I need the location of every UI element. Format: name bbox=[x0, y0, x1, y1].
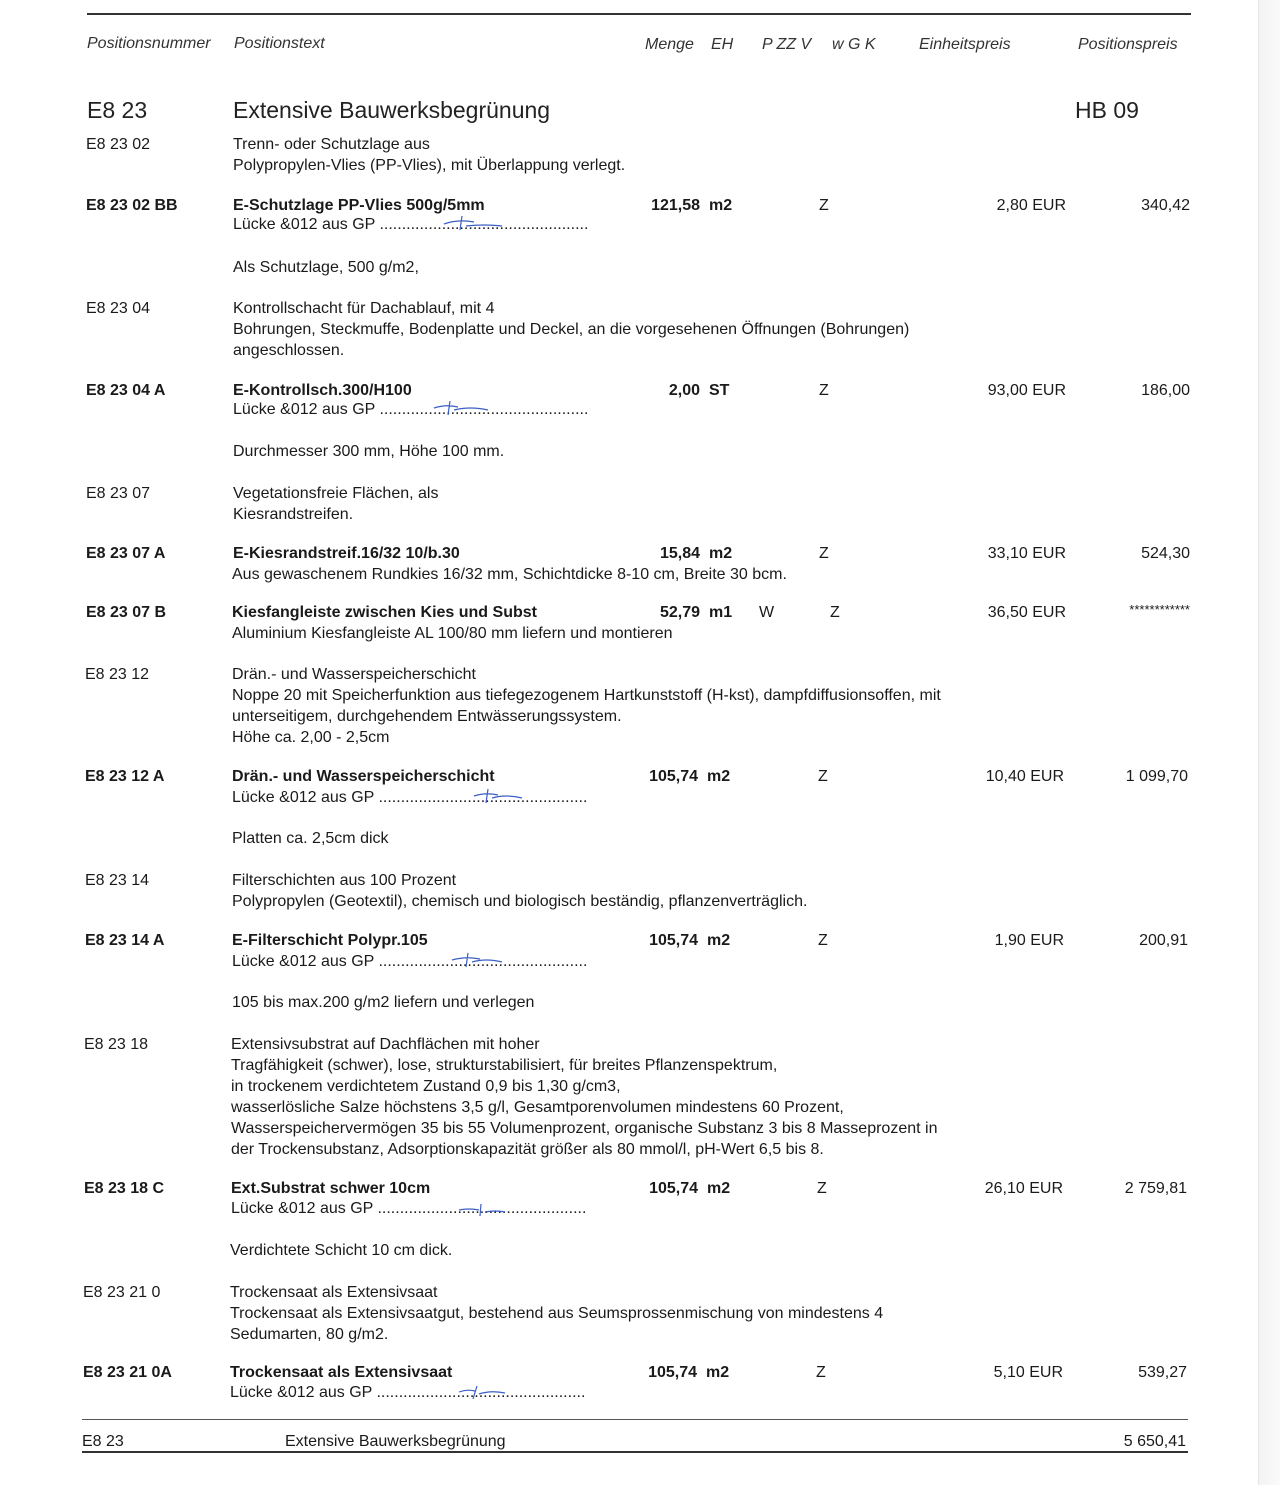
gap-line: Lücke &012 aus GP ............................................... bbox=[233, 401, 589, 418]
position-text-line: Polypropylen (Geotextil), chemisch und biologisch beständig, pflanzenverträglich. bbox=[232, 893, 808, 910]
position-text-line: Drän.- und Wasserspeicherschicht bbox=[232, 666, 476, 683]
unit: m2 bbox=[707, 932, 731, 949]
unit-price: 36,50 EUR bbox=[987, 604, 1066, 621]
pen-mark bbox=[455, 1200, 515, 1220]
col-header-pzzv: P ZZ V bbox=[762, 36, 812, 53]
note: Als Schutzlage, 500 g/m2, bbox=[233, 259, 419, 276]
subposition-number: E8 23 21 0A bbox=[83, 1364, 172, 1381]
col-header-postext: Positionstext bbox=[234, 35, 325, 52]
position-text-line: Höhe ca. 2,00 - 2,5cm bbox=[232, 729, 390, 746]
position-text-line: unterseitigem, durchgehendem Entwässerungssystem. bbox=[232, 708, 622, 725]
pen-mark bbox=[430, 398, 500, 418]
col-header-wgk: w G K bbox=[832, 36, 876, 53]
position-text-line: Extensivsubstrat auf Dachflächen mit hoher bbox=[231, 1036, 540, 1053]
position-text-line: in trockenem verdichtetem Zustand 0,9 bis 1,30 g/cm3, bbox=[231, 1078, 621, 1095]
pen-mark bbox=[448, 950, 508, 970]
position-number: E8 23 14 bbox=[85, 872, 150, 889]
flag-z: Z bbox=[819, 197, 829, 214]
unit-price: 10,40 EUR bbox=[985, 768, 1064, 785]
col-header-einheitspreis: Einheitspreis bbox=[919, 36, 1011, 53]
pen-mark bbox=[470, 786, 530, 806]
position-text-line: Trockensaat als Extensivsaatgut, bestehend aus Seumsprossenmischung von mindestens 4 bbox=[230, 1305, 884, 1322]
position-text-line: Sedumarten, 80 g/m2. bbox=[230, 1326, 389, 1343]
note: Verdichtete Schicht 10 cm dick. bbox=[230, 1242, 453, 1259]
position-price: 200,91 bbox=[1139, 932, 1188, 949]
unit-price: 2,80 EUR bbox=[996, 197, 1066, 214]
subposition-title: Ext.Substrat schwer 10cm bbox=[231, 1180, 431, 1197]
total-top-rule bbox=[82, 1419, 1188, 1420]
section-number: E8 23 bbox=[87, 97, 148, 123]
position-text-line: Kiesrandstreifen. bbox=[233, 506, 354, 523]
note: Platten ca. 2,5cm dick bbox=[232, 830, 389, 847]
subposition-number: E8 23 18 C bbox=[84, 1180, 165, 1197]
unit-price: 33,10 EUR bbox=[987, 545, 1066, 562]
flag-z: Z bbox=[817, 1180, 827, 1197]
position-number: E8 23 21 0 bbox=[83, 1284, 161, 1301]
position-number: E8 23 02 bbox=[86, 136, 151, 153]
unit-price: 26,10 EUR bbox=[984, 1180, 1063, 1197]
unit-price: 1,90 EUR bbox=[994, 932, 1064, 949]
flag-z: Z bbox=[818, 768, 828, 785]
position-text-line: Polypropylen-Vlies (PP-Vlies), mit Überlappung verlegt. bbox=[233, 157, 626, 174]
total-sum: 5 650,41 bbox=[1123, 1433, 1186, 1450]
gap-line: Lücke &012 aus GP ............................................... bbox=[231, 1200, 587, 1217]
subposition-title: E-Kontrollsch.300/H100 bbox=[233, 382, 412, 399]
subposition-number: E8 23 07 A bbox=[86, 545, 166, 562]
position-price: 1 099,70 bbox=[1125, 768, 1188, 785]
gap-line: Lücke &012 aus GP ............................................... bbox=[233, 216, 589, 233]
note: 105 bis max.200 g/m2 liefern und verlegen bbox=[232, 994, 535, 1011]
col-header-posnr: Positionsnummer bbox=[87, 35, 211, 52]
unit: m2 bbox=[709, 197, 733, 214]
col-header-eh: EH bbox=[711, 36, 734, 53]
quantity: 121,58 bbox=[651, 197, 700, 214]
position-price: 186,00 bbox=[1141, 382, 1190, 399]
position-text-line: Vegetationsfreie Flächen, als bbox=[233, 485, 439, 502]
flag-w: W bbox=[759, 604, 775, 621]
unit: m2 bbox=[707, 768, 731, 785]
subposition-title: E-Schutzlage PP-Vlies 500g/5mm bbox=[233, 197, 485, 214]
flag-z: Z bbox=[819, 382, 829, 399]
subposition-title: Drän.- und Wasserspeicherschicht bbox=[232, 768, 495, 785]
quantity: 105,74 bbox=[649, 768, 698, 785]
position-number: E8 23 12 bbox=[85, 666, 150, 683]
unit: ST bbox=[709, 382, 730, 399]
quantity: 15,84 bbox=[659, 545, 700, 562]
total-number: E8 23 bbox=[82, 1433, 124, 1450]
subposition-number: E8 23 14 A bbox=[85, 932, 165, 949]
gap-line: Lücke &012 aus GP ............................................... bbox=[232, 953, 588, 970]
unit: m2 bbox=[707, 1180, 731, 1197]
position-text-line: Filterschichten aus 100 Prozent bbox=[232, 872, 457, 889]
pen-mark bbox=[455, 1382, 515, 1402]
position-text-line: angeschlossen. bbox=[233, 342, 345, 359]
position-text-line: Trockensaat als Extensivsaat bbox=[230, 1284, 438, 1301]
page-edge bbox=[1258, 0, 1280, 1485]
position-number: E8 23 04 bbox=[86, 300, 151, 317]
subposition-number: E8 23 12 A bbox=[85, 768, 165, 785]
quantity: 105,74 bbox=[648, 1364, 697, 1381]
position-text-line: Wasserspeichervermögen 35 bis 55 Volumenprozent, organische Substanz 3 bis 8 Masseprozent in bbox=[231, 1120, 938, 1137]
flag-z: Z bbox=[830, 604, 840, 621]
unit-price: 5,10 EUR bbox=[993, 1364, 1063, 1381]
unit: m1 bbox=[709, 604, 733, 621]
total-bottom-rule bbox=[82, 1451, 1188, 1453]
pen-mark bbox=[440, 212, 510, 232]
flag-z: Z bbox=[819, 545, 829, 562]
position-price: ************ bbox=[1129, 602, 1190, 617]
position-text-line: der Trockensubstanz, Adsorptionskapazität größer als 80 mmol/l, pH-Wert 6,5 bis 8. bbox=[231, 1141, 824, 1158]
description: Aluminium Kiesfangleiste AL 100/80 mm liefern und montieren bbox=[232, 625, 673, 642]
position-text-line: Noppe 20 mit Speicherfunktion aus tiefegezogenem Hartkunststoff (H-kst), dampfdiffusionsoffen, mit bbox=[232, 687, 941, 704]
position-text-line: Bohrungen, Steckmuffe, Bodenplatte und Deckel, an die vorgesehenen Öffnungen (Bohrungen) bbox=[233, 321, 910, 338]
gap-line: Lücke &012 aus GP ............................................... bbox=[230, 1384, 586, 1401]
quantity: 52,79 bbox=[659, 604, 700, 621]
position-price: 340,42 bbox=[1141, 197, 1190, 214]
unit: m2 bbox=[709, 545, 733, 562]
flag-z: Z bbox=[818, 932, 828, 949]
subposition-number: E8 23 04 A bbox=[86, 382, 166, 399]
position-price: 539,27 bbox=[1138, 1364, 1187, 1381]
position-text-line: Trenn- oder Schutzlage aus bbox=[233, 136, 430, 153]
subposition-title: E-Filterschicht Polypr.105 bbox=[232, 932, 428, 949]
position-text-line: wasserlösliche Salze höchstens 3,5 g/l, Gesamtporenvolumen mindestens 60 Prozent, bbox=[231, 1099, 844, 1116]
position-number: E8 23 07 bbox=[86, 485, 151, 502]
total-title: Extensive Bauwerksbegrünung bbox=[285, 1433, 506, 1450]
position-price: 524,30 bbox=[1141, 545, 1190, 562]
subposition-title: Kiesfangleiste zwischen Kies und Subst bbox=[232, 604, 537, 621]
description: Aus gewaschenem Rundkies 16/32 mm, Schichtdicke 8-10 cm, Breite 30 bcm. bbox=[232, 566, 787, 583]
quantity: 2,00 bbox=[668, 382, 700, 399]
quantity: 105,74 bbox=[649, 1180, 698, 1197]
col-header-positionspreis: Positionspreis bbox=[1078, 36, 1178, 53]
position-number: E8 23 18 bbox=[84, 1036, 149, 1053]
subposition-title: E-Kiesrandstreif.16/32 10/b.30 bbox=[233, 545, 460, 562]
top-rule bbox=[87, 13, 1191, 15]
position-price: 2 759,81 bbox=[1124, 1180, 1187, 1197]
section-title: Extensive Bauwerksbegrünung bbox=[233, 97, 551, 123]
flag-z: Z bbox=[816, 1364, 826, 1381]
position-text-line: Kontrollschacht für Dachablauf, mit 4 bbox=[233, 300, 495, 317]
gap-line: Lücke &012 aus GP ............................................... bbox=[232, 789, 588, 806]
subposition-number: E8 23 07 B bbox=[86, 604, 167, 621]
subposition-number: E8 23 02 BB bbox=[86, 197, 178, 214]
unit: m2 bbox=[706, 1364, 730, 1381]
col-header-menge: Menge bbox=[645, 36, 694, 53]
quantity: 105,74 bbox=[649, 932, 698, 949]
unit-price: 93,00 EUR bbox=[987, 382, 1066, 399]
position-text-line: Tragfähigkeit (schwer), lose, strukturstabilisiert, für breites Pflanzenspektrum, bbox=[231, 1057, 778, 1074]
subposition-title: Trockensaat als Extensivsaat bbox=[230, 1364, 453, 1381]
section-code: HB 09 bbox=[1075, 97, 1139, 123]
note: Durchmesser 300 mm, Höhe 100 mm. bbox=[233, 443, 505, 460]
